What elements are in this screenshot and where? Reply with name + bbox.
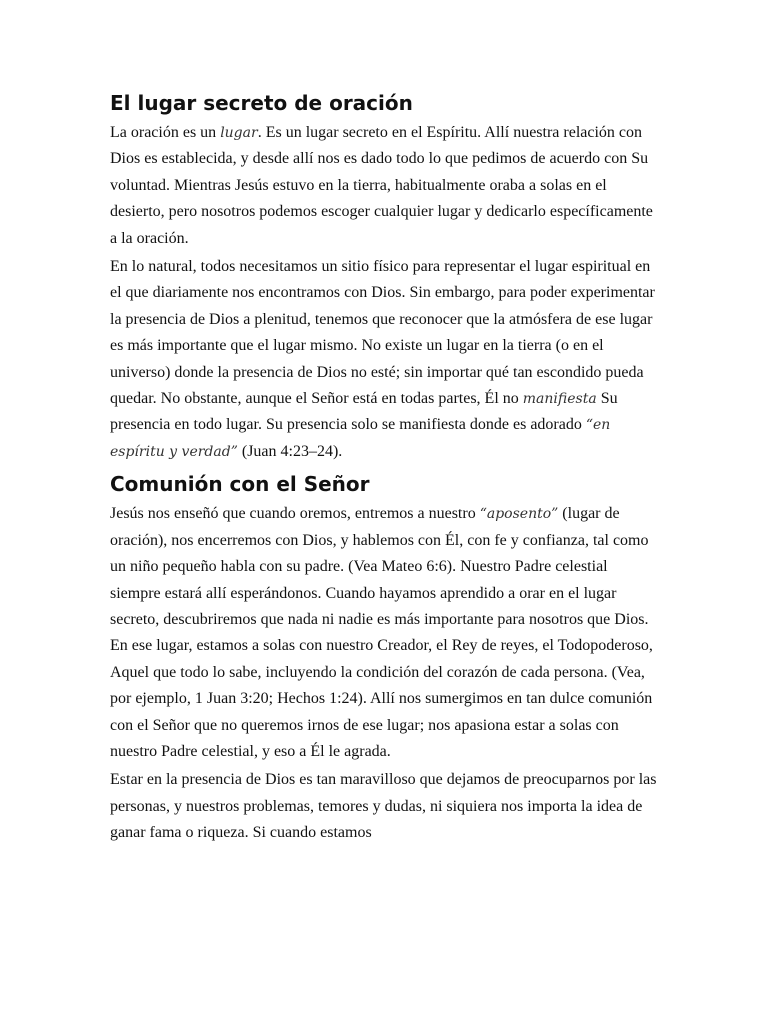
paragraph-3 [110, 501, 658, 765]
text-run: Su presencia en todo lugar. Su presencia solo se manifiesta donde es adorado [110, 390, 618, 434]
text-run: En lo natural, todos necesitamos un sitio físico para representar el lugar espiritual en el que diariamente nos encontramos con Dios. Sin embargo, para poder experimentar la presencia de Dios a plenitud, tenemos que reconocer que la atmósfera de ese lugar es más importante que el lugar mismo. No existe un lugar en la tierra (o en el universo) donde la presencia de Dios no esté; sin importar qué tan escondido pueda quedar. No obstante, aunque el Señor está en todas partes, Él no [110, 258, 655, 408]
text-run: . Es un lugar secreto en el Espíritu. Allí nuestra relación con Dios es establecida, y desde allí nos es dado todo lo que pedimos de acuerdo con Su voluntad. Mientras Jesús estuvo en la tierra, habitualmente oraba a solas en el desierto, pero nosotros podemos escoger cualquier lugar y dedicarlo específicamente a la oración. [110, 124, 653, 247]
paragraph-4 [110, 767, 658, 846]
italic-run: “aposento” [479, 506, 559, 523]
italic-run: manifiesta [522, 391, 597, 408]
section-heading-comunion: Comunión con el Señor [110, 472, 370, 497]
text-run: Estar en la presencia de Dios es tan maravilloso que dejamos de preocuparnos por las personas, y nuestros problemas, temores y dudas, ni siquiera nos importa la idea de ganar fama o riqueza. Si cuando estamos [110, 771, 657, 842]
text-run: (lugar de oración), nos encerremos con Dios, y hablemos con Él, con fe y confianza, tal como un niño pequeño habla con su padre. (Vea Mateo 6:6). Nuestro Padre celestial siempre estará allí esperándonos. Cuando hayamos aprendido a orar en el lugar secreto, descubriremos que nada ni nadie es más importante para nosotros que Dios. En ese lugar, estamos a solas con nuestro Creador, el Rey de reyes, el Todopoderoso, Aquel que todo lo sabe, incluyendo la condición del corazón de cada persona. (Vea, por ejemplo, 1 Juan 3:20; Hechos 1:24). Allí nos sumergimos en tan dulce comunión con el Señor que no queremos irnos de ese lugar; nos apasiona estar a solas con nuestro Padre celestial, y eso a Él le agrada. [110, 505, 653, 760]
section-heading-lugar-secreto: El lugar secreto de oración [110, 91, 413, 115]
document-page [110, 86, 658, 849]
text-run: Jesús nos enseñó que cuando oremos, entremos a nuestro [110, 505, 480, 523]
paragraph-1 [110, 120, 658, 252]
italic-run: “en espíritu y verdad” [110, 417, 611, 460]
text-run: (Juan 4:23–24). [237, 442, 343, 460]
text-run: La oración es un [110, 124, 221, 141]
paragraph-2 [110, 254, 658, 465]
italic-run: lugar [220, 125, 258, 141]
